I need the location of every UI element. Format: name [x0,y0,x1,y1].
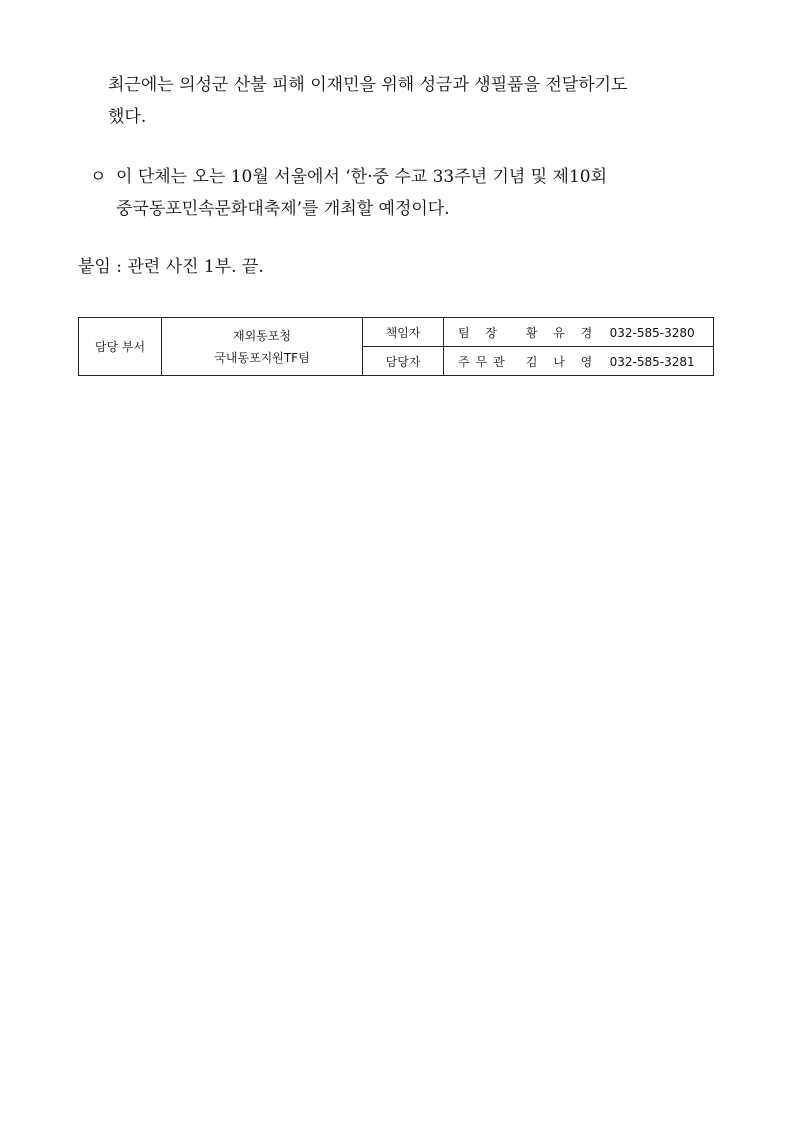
dept-name-line2: 국내동포지원TF팀 [214,350,310,365]
paragraph-festival-text: 이 단체는 오는 10월 서울에서 ‘한·중 수교 33주년 기념 및 제10회 [116,167,608,187]
person-cell-manager [444,318,714,347]
dept-name-cell [162,318,363,376]
person-name: 김 나 영 [525,354,599,369]
person-title: 주무관 [458,354,511,369]
person-phone: 032-585-3281 [609,354,695,369]
paragraph-donation-line2: 했다. [108,107,147,127]
bullet-marker: ㅇ [90,167,107,187]
paragraph-festival-line1 [90,160,607,194]
person-cell-staff [444,347,714,376]
attachment-note: 붙임 : 관련 사진 1부. 끝. [78,257,264,277]
person-name: 황 유 경 [525,325,599,340]
person-title: 팀 장 [458,325,503,340]
paragraph-festival-line2: 중국동포민속문화대축제’를 개최할 예정이다. [116,199,450,219]
dept-label-cell: 담당 부서 [79,318,162,376]
contact-table [78,317,714,376]
table-row [79,318,714,347]
role-cell-manager: 책임자 [363,318,444,347]
person-phone: 032-585-3280 [609,325,695,340]
dept-name-line1: 재외동포청 [233,328,291,343]
paragraph-donation-line1: 최근에는 의성군 산불 피해 이재민을 위해 성금과 생필품을 전달하기도 [108,75,628,95]
role-cell-staff: 담당자 [363,347,444,376]
